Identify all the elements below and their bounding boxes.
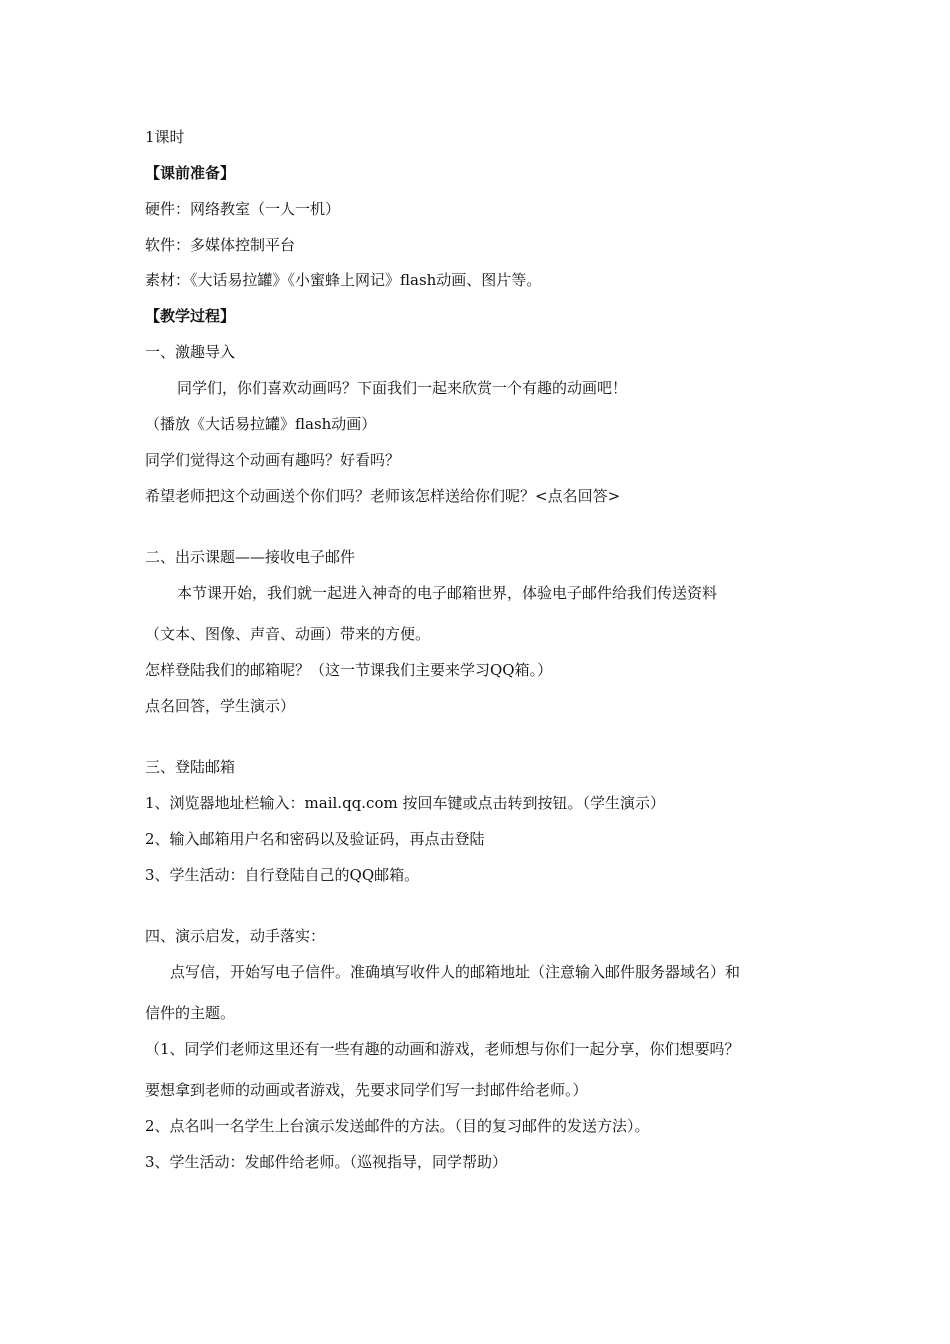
paragraph-line: 怎样登陆我们的邮箱呢？（这一节课我们主要来学习QQ箱。）	[145, 661, 553, 679]
hardware-line: 硬件：网络教室（一人一机）	[145, 200, 341, 218]
paragraph-line: 点名回答，学生演示）	[145, 697, 296, 715]
paragraph-line: 点写信，开始写电子信件。准确填写收件人的邮箱地址（注意输入邮件服务器域名）和	[170, 963, 741, 981]
paragraph-line: 要想拿到老师的动画或者游戏，先要求同学们写一封邮件给老师。）	[145, 1081, 588, 1099]
paragraph-line: 本节课开始，我们就一起进入神奇的电子邮箱世界，体验电子邮件给我们传送资料	[177, 584, 718, 602]
step-three-heading: 三、登陆邮箱	[145, 758, 236, 776]
paragraph-line: 同学们觉得这个动画有趣吗？好看吗？	[145, 451, 401, 469]
section-heading-process: 【教学过程】	[145, 307, 236, 325]
paragraph-line: （文本、图像、声音、动画）带来的方便。	[145, 625, 431, 643]
paragraph-line: 同学们，你们喜欢动画吗？下面我们一起来欣赏一个有趣的动画吧！	[177, 379, 628, 397]
class-hours: 1课时	[145, 128, 185, 146]
step-four-heading: 四、演示启发，动手落实：	[145, 927, 326, 945]
paragraph-line: 信件的主题。	[145, 1004, 236, 1022]
list-item: 3、学生活动：自行登陆自己的QQ邮箱。	[145, 866, 420, 884]
software-line: 软件：多媒体控制平台	[145, 236, 296, 254]
paragraph-line: （1、同学们老师这里还有一些有趣的动画和游戏，老师想与你们一起分享，你们想要吗？	[145, 1040, 740, 1058]
list-item: 2、点名叫一名学生上台演示发送邮件的方法。（目的复习邮件的发送方法）。	[145, 1117, 650, 1135]
paragraph-line: 希望老师把这个动画送个你们吗？老师该怎样送给你们呢？<点名回答>	[145, 487, 621, 505]
list-item: 3、学生活动：发邮件给老师。（巡视指导，同学帮助）	[145, 1153, 508, 1171]
step-one-heading: 一、激趣导入	[145, 343, 236, 361]
list-item: 2、输入邮箱用户名和密码以及验证码，再点击登陆	[145, 830, 485, 848]
step-two-heading: 二、出示课题——接收电子邮件	[145, 548, 356, 566]
paragraph-line: （播放《大话易拉罐》flash动画）	[145, 415, 377, 433]
materials-line: 素材：《大话易拉罐》《小蜜蜂上网记》flash动画、图片等。	[145, 271, 542, 289]
section-heading-preparation: 【课前准备】	[145, 164, 236, 182]
list-item: 1、浏览器地址栏输入：mail.qq.com 按回车键或点击转到按钮。（学生演示）	[145, 794, 665, 812]
